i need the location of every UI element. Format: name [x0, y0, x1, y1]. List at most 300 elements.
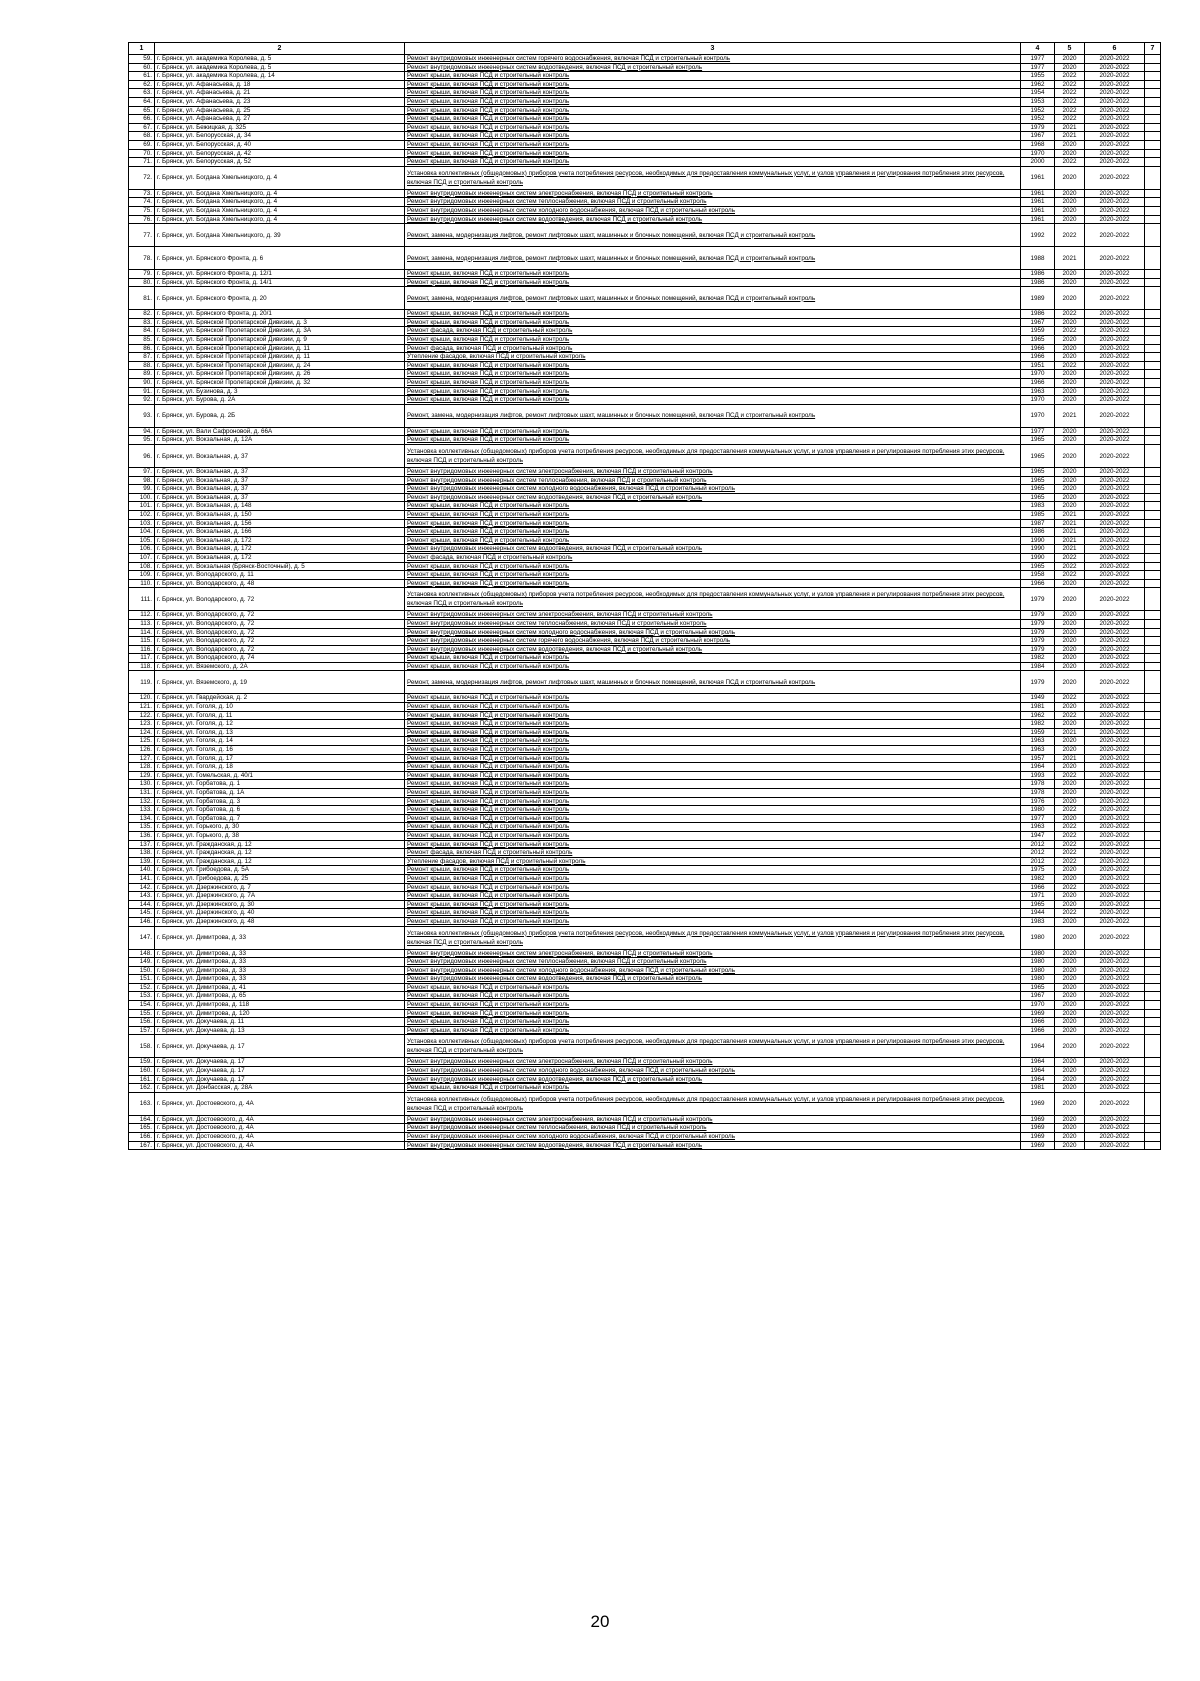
plan-year-cell: 2020	[1055, 814, 1085, 823]
table-row	[129, 857, 1161, 866]
work-type-cell: Ремонт внутридомовых инженерных систем холодного водоснабжения, включая ПСД и строительный контроль	[405, 206, 1021, 215]
row-number: 106.	[129, 545, 155, 554]
work-type-cell: Ремонт внутридомовых инженерных систем горячего водоснабжения, включая ПСД и строительный контроль	[405, 637, 1021, 646]
work-type-cell: Ремонт, замена, модернизация лифтов, ремонт лифтовых шахт, машинных и блочных помещений, включая ПСД и строительный контроль	[405, 224, 1021, 247]
table-row	[129, 571, 1161, 580]
note-cell	[1145, 140, 1161, 149]
plan-year-cell: 2020	[1055, 720, 1085, 729]
work-type-cell: Ремонт крыши, включая ПСД и строительный контроль	[405, 270, 1021, 279]
work-type-cell: Ремонт крыши, включая ПСД и строительный контроль	[405, 728, 1021, 737]
build-year-cell: 1969	[1021, 1133, 1055, 1142]
work-type-cell: Ремонт крыши, включая ПСД и строительный контроль	[405, 387, 1021, 396]
table-row	[129, 892, 1161, 901]
note-cell	[1145, 728, 1161, 737]
plan-year-cell: 2020	[1055, 671, 1085, 694]
work-type-cell: Ремонт внутридомовых инженерных систем водоотведения, включая ПСД и строительный контроль	[405, 63, 1021, 72]
note-cell	[1145, 1092, 1161, 1115]
work-type-cell: Ремонт крыши, включая ПСД и строительный контроль	[405, 883, 1021, 892]
note-cell	[1145, 528, 1161, 537]
address-cell: г. Брянск, ул. Белорусская, д. 42	[155, 149, 405, 158]
build-year-cell: 1963	[1021, 737, 1055, 746]
plan-year-cell: 2020	[1055, 637, 1085, 646]
period-cell: 2020-2022	[1085, 645, 1145, 654]
build-year-cell: 1979	[1021, 588, 1055, 611]
plan-year-cell: 2022	[1055, 72, 1085, 81]
address-cell: г. Брянск, ул. Брянского Фронта, д. 6	[155, 247, 405, 270]
row-number: 100.	[129, 493, 155, 502]
table-row	[129, 780, 1161, 789]
build-year-cell: 1966	[1021, 579, 1055, 588]
row-number: 130.	[129, 780, 155, 789]
table-row	[129, 958, 1161, 967]
table-row	[129, 1001, 1161, 1010]
plan-year-cell: 2020	[1055, 198, 1085, 207]
table-row	[129, 55, 1161, 64]
address-cell: г. Брянск, ул. Брянской Пролетарской Дивизии, д. 32	[155, 379, 405, 388]
work-type-cell: Ремонт крыши, включая ПСД и строительный контроль	[405, 361, 1021, 370]
build-year-cell: 1967	[1021, 132, 1055, 141]
period-cell: 2020-2022	[1085, 158, 1145, 167]
note-cell	[1145, 476, 1161, 485]
address-cell: г. Брянск, ул. Вокзальная, д. 172	[155, 553, 405, 562]
period-cell: 2020-2022	[1085, 166, 1145, 189]
row-number: 96.	[129, 445, 155, 468]
row-number: 111.	[129, 588, 155, 611]
note-cell	[1145, 132, 1161, 141]
table-row	[129, 628, 1161, 637]
period-cell: 2020-2022	[1085, 123, 1145, 132]
address-cell: г. Брянск, ул. Докучаева, д. 17	[155, 1075, 405, 1084]
address-cell: г. Брянск, ул. Вокзальная, д. 166	[155, 528, 405, 537]
note-cell	[1145, 849, 1161, 858]
work-type-cell: Ремонт крыши, включая ПСД и строительный контроль	[405, 737, 1021, 746]
build-year-cell: 1964	[1021, 1075, 1055, 1084]
period-cell: 2020-2022	[1085, 789, 1145, 798]
col-header-3: 3	[405, 43, 1021, 55]
plan-year-cell: 2020	[1055, 485, 1085, 494]
table-row	[129, 883, 1161, 892]
address-cell: г. Брянск, ул. Грибоедова, д. 25	[155, 874, 405, 883]
work-type-cell: Ремонт крыши, включая ПСД и строительный контроль	[405, 806, 1021, 815]
row-number: 95.	[129, 436, 155, 445]
build-year-cell: 1988	[1021, 247, 1055, 270]
work-type-cell: Ремонт крыши, включая ПСД и строительный контроль	[405, 789, 1021, 798]
note-cell	[1145, 396, 1161, 405]
address-cell: г. Брянск, ул. Докучаева, д. 13	[155, 1026, 405, 1035]
address-cell: г. Брянск, ул. Афанасьева, д. 23	[155, 97, 405, 106]
work-type-cell: Ремонт крыши, включая ПСД и строительный контроль	[405, 336, 1021, 345]
plan-year-cell: 2022	[1055, 849, 1085, 858]
work-type-cell: Ремонт крыши, включая ПСД и строительный контроль	[405, 149, 1021, 158]
table-row	[129, 370, 1161, 379]
period-cell: 2020-2022	[1085, 900, 1145, 909]
plan-year-cell: 2020	[1055, 1018, 1085, 1027]
note-cell	[1145, 883, 1161, 892]
build-year-cell: 1970	[1021, 1001, 1055, 1010]
work-type-cell: Утепление фасадов, включая ПСД и строительный контроль	[405, 857, 1021, 866]
note-cell	[1145, 536, 1161, 545]
period-cell: 2020-2022	[1085, 206, 1145, 215]
table-row	[129, 579, 1161, 588]
plan-year-cell: 2020	[1055, 396, 1085, 405]
address-cell: г. Брянск, ул. Докучаева, д. 17	[155, 1035, 405, 1058]
address-cell: г. Брянск, ул. Богдана Хмельницкого, д. 4	[155, 206, 405, 215]
table-row	[129, 502, 1161, 511]
period-cell: 2020-2022	[1085, 671, 1145, 694]
period-cell: 2020-2022	[1085, 662, 1145, 671]
period-cell: 2020-2022	[1085, 926, 1145, 949]
address-cell: г. Брянск, ул. Вокзальная, д. 37	[155, 445, 405, 468]
work-type-cell: Установка коллективных (общедомовых) приборов учета потребления ресурсов, необходимых для предоставления коммунальных услуг, и узлов управления и регулирования потребления этих ресурсов, включая ПСД и строительный контроль	[405, 926, 1021, 949]
table-row	[129, 588, 1161, 611]
note-cell	[1145, 72, 1161, 81]
row-number: 142.	[129, 883, 155, 892]
build-year-cell: 1970	[1021, 396, 1055, 405]
row-number: 113.	[129, 619, 155, 628]
note-cell	[1145, 1009, 1161, 1018]
row-number: 105.	[129, 536, 155, 545]
header-row	[129, 43, 1161, 55]
work-type-cell: Ремонт крыши, включая ПСД и строительный контроль	[405, 992, 1021, 1001]
plan-year-cell: 2020	[1055, 588, 1085, 611]
build-year-cell: 1969	[1021, 1124, 1055, 1133]
build-year-cell: 1966	[1021, 379, 1055, 388]
period-cell: 2020-2022	[1085, 909, 1145, 918]
table-row	[129, 63, 1161, 72]
note-cell	[1145, 562, 1161, 571]
table-row	[129, 806, 1161, 815]
note-cell	[1145, 771, 1161, 780]
plan-year-cell: 2020	[1055, 1058, 1085, 1067]
table-row	[129, 404, 1161, 427]
table-row	[129, 436, 1161, 445]
note-cell	[1145, 55, 1161, 64]
table-row	[129, 1009, 1161, 1018]
note-cell	[1145, 278, 1161, 287]
table-row	[129, 344, 1161, 353]
note-cell	[1145, 892, 1161, 901]
period-cell: 2020-2022	[1085, 445, 1145, 468]
row-number: 64.	[129, 97, 155, 106]
plan-year-cell: 2022	[1055, 806, 1085, 815]
note-cell	[1145, 436, 1161, 445]
row-number: 68.	[129, 132, 155, 141]
address-cell: г. Брянск, ул. Володарского, д. 72	[155, 619, 405, 628]
table-row	[129, 1141, 1161, 1150]
note-cell	[1145, 1124, 1161, 1133]
work-type-cell: Ремонт фасада, включая ПСД и строительный контроль	[405, 344, 1021, 353]
address-cell: г. Брянск, ул. Достоевского, д. 4А	[155, 1092, 405, 1115]
plan-year-cell: 2020	[1055, 628, 1085, 637]
build-year-cell: 1965	[1021, 485, 1055, 494]
row-number: 77.	[129, 224, 155, 247]
address-cell: г. Брянск, ул. Димитрова, д. 120	[155, 1009, 405, 1018]
note-cell	[1145, 992, 1161, 1001]
table-row	[129, 287, 1161, 310]
build-year-cell: 1964	[1021, 1058, 1055, 1067]
build-year-cell: 1953	[1021, 97, 1055, 106]
row-number: 83.	[129, 318, 155, 327]
plan-year-cell: 2021	[1055, 404, 1085, 427]
address-cell: г. Брянск, ул. Вокзальная, д. 37	[155, 468, 405, 477]
row-number: 160.	[129, 1067, 155, 1076]
plan-year-cell: 2020	[1055, 476, 1085, 485]
build-year-cell: 1980	[1021, 975, 1055, 984]
table-row	[129, 637, 1161, 646]
build-year-cell: 1949	[1021, 694, 1055, 703]
build-year-cell: 1975	[1021, 866, 1055, 875]
plan-year-cell: 2021	[1055, 519, 1085, 528]
work-type-cell: Ремонт крыши, включая ПСД и строительный контроль	[405, 318, 1021, 327]
build-year-cell: 1980	[1021, 958, 1055, 967]
note-cell	[1145, 588, 1161, 611]
build-year-cell: 1977	[1021, 427, 1055, 436]
work-type-cell: Ремонт крыши, включая ПСД и строительный контроль	[405, 519, 1021, 528]
work-type-cell: Ремонт крыши, включая ПСД и строительный контроль	[405, 874, 1021, 883]
plan-year-cell: 2020	[1055, 763, 1085, 772]
plan-year-cell: 2021	[1055, 123, 1085, 132]
period-cell: 2020-2022	[1085, 545, 1145, 554]
note-cell	[1145, 553, 1161, 562]
work-type-cell: Ремонт крыши, включая ПСД и строительный контроль	[405, 427, 1021, 436]
address-cell: г. Брянск, ул. Брянского Фронта, д. 14/1	[155, 278, 405, 287]
table-row	[129, 80, 1161, 89]
row-number: 112.	[129, 611, 155, 620]
note-cell	[1145, 493, 1161, 502]
build-year-cell: 1969	[1021, 1009, 1055, 1018]
period-cell: 2020-2022	[1085, 278, 1145, 287]
build-year-cell: 1961	[1021, 215, 1055, 224]
row-number: 144.	[129, 900, 155, 909]
note-cell	[1145, 619, 1161, 628]
row-number: 78.	[129, 247, 155, 270]
plan-year-cell: 2020	[1055, 1001, 1085, 1010]
work-type-cell: Ремонт внутридомовых инженерных систем теплоснабжения, включая ПСД и строительный контроль	[405, 1124, 1021, 1133]
note-cell	[1145, 966, 1161, 975]
work-type-cell: Ремонт крыши, включая ПСД и строительный контроль	[405, 396, 1021, 405]
plan-year-cell: 2020	[1055, 892, 1085, 901]
plan-year-cell: 2022	[1055, 562, 1085, 571]
work-type-cell: Ремонт, замена, модернизация лифтов, ремонт лифтовых шахт, машинных и блочных помещений, включая ПСД и строительный контроль	[405, 287, 1021, 310]
build-year-cell: 1969	[1021, 1115, 1055, 1124]
build-year-cell: 1977	[1021, 63, 1055, 72]
table-row	[129, 158, 1161, 167]
row-number: 72.	[129, 166, 155, 189]
address-cell: г. Брянск, ул. Вокзальная, д. 12А	[155, 436, 405, 445]
address-cell: г. Брянск, ул. Димитрова, д. 33	[155, 966, 405, 975]
build-year-cell: 1986	[1021, 270, 1055, 279]
work-type-cell: Ремонт крыши, включая ПСД и строительный контроль	[405, 1009, 1021, 1018]
address-cell: г. Брянск, ул. Достоевского, д. 4А	[155, 1141, 405, 1150]
note-cell	[1145, 949, 1161, 958]
plan-year-cell: 2020	[1055, 318, 1085, 327]
table-row	[129, 353, 1161, 362]
work-type-cell: Ремонт фасада, включая ПСД и строительный контроль	[405, 849, 1021, 858]
note-cell	[1145, 149, 1161, 158]
build-year-cell: 1981	[1021, 1084, 1055, 1093]
build-year-cell: 1976	[1021, 797, 1055, 806]
note-cell	[1145, 270, 1161, 279]
row-number: 61.	[129, 72, 155, 81]
address-cell: г. Брянск, ул. Брянской Пролетарской Дивизии, д. 3	[155, 318, 405, 327]
work-type-cell: Ремонт крыши, включая ПСД и строительный контроль	[405, 571, 1021, 580]
period-cell: 2020-2022	[1085, 1009, 1145, 1018]
period-cell: 2020-2022	[1085, 89, 1145, 98]
row-number: 162.	[129, 1084, 155, 1093]
period-cell: 2020-2022	[1085, 874, 1145, 883]
address-cell: г. Брянск, ул. Димитрова, д. 118	[155, 1001, 405, 1010]
plan-year-cell: 2020	[1055, 55, 1085, 64]
table-row	[129, 206, 1161, 215]
col-header-6: 6	[1085, 43, 1145, 55]
table-row	[129, 619, 1161, 628]
work-type-cell: Ремонт крыши, включая ПСД и строительный контроль	[405, 158, 1021, 167]
plan-year-cell: 2022	[1055, 224, 1085, 247]
period-cell: 2020-2022	[1085, 80, 1145, 89]
note-cell	[1145, 427, 1161, 436]
note-cell	[1145, 1001, 1161, 1010]
plan-year-cell: 2020	[1055, 780, 1085, 789]
build-year-cell: 1947	[1021, 831, 1055, 840]
table-row	[129, 728, 1161, 737]
work-type-cell: Ремонт крыши, включая ПСД и строительный контроль	[405, 917, 1021, 926]
table-row	[129, 992, 1161, 1001]
work-type-cell: Ремонт внутридомовых инженерных систем водоотведения, включая ПСД и строительный контроль	[405, 545, 1021, 554]
note-cell	[1145, 206, 1161, 215]
work-type-cell: Ремонт крыши, включая ПСД и строительный контроль	[405, 370, 1021, 379]
row-number: 110.	[129, 579, 155, 588]
plan-year-cell: 2020	[1055, 278, 1085, 287]
col-header-5: 5	[1055, 43, 1085, 55]
address-cell: г. Брянск, ул. Брянской Пролетарской Дивизии, д. 9	[155, 336, 405, 345]
note-cell	[1145, 1133, 1161, 1142]
note-cell	[1145, 404, 1161, 427]
build-year-cell: 1982	[1021, 654, 1055, 663]
period-cell: 2020-2022	[1085, 763, 1145, 772]
address-cell: г. Брянск, ул. Брянской Пролетарской Дивизии, д. 24	[155, 361, 405, 370]
row-number: 159.	[129, 1058, 155, 1067]
address-cell: г. Брянск, ул. Богдана Хмельницкого, д. 4	[155, 215, 405, 224]
row-number: 141.	[129, 874, 155, 883]
plan-year-cell: 2020	[1055, 645, 1085, 654]
address-cell: г. Брянск, ул. Вокзальная, д. 37	[155, 493, 405, 502]
period-cell: 2020-2022	[1085, 1035, 1145, 1058]
row-number: 60.	[129, 63, 155, 72]
period-cell: 2020-2022	[1085, 892, 1145, 901]
plan-year-cell: 2021	[1055, 536, 1085, 545]
note-cell	[1145, 468, 1161, 477]
table-row	[129, 97, 1161, 106]
work-type-cell: Ремонт крыши, включая ПСД и строительный контроль	[405, 654, 1021, 663]
table-row	[129, 654, 1161, 663]
period-cell: 2020-2022	[1085, 270, 1145, 279]
build-year-cell: 1984	[1021, 662, 1055, 671]
address-cell: г. Брянск, ул. Володарского, д. 72	[155, 628, 405, 637]
row-number: 149.	[129, 958, 155, 967]
row-number: 119.	[129, 671, 155, 694]
build-year-cell: 1969	[1021, 1141, 1055, 1150]
address-cell: г. Брянск, ул. Белорусская, д. 34	[155, 132, 405, 141]
work-type-cell: Установка коллективных (общедомовых) приборов учета потребления ресурсов, необходимых для предоставления коммунальных услуг, и узлов управления и регулирования потребления этих ресурсов, включая ПСД и строительный контроль	[405, 445, 1021, 468]
period-cell: 2020-2022	[1085, 553, 1145, 562]
note-cell	[1145, 831, 1161, 840]
work-type-cell: Ремонт крыши, включая ПСД и строительный контроль	[405, 106, 1021, 115]
table-row	[129, 831, 1161, 840]
address-cell: г. Брянск, ул. Вокзальная, д. 156	[155, 519, 405, 528]
period-cell: 2020-2022	[1085, 476, 1145, 485]
row-number: 117.	[129, 654, 155, 663]
address-cell: г. Брянск, ул. Димитрова, д. 33	[155, 958, 405, 967]
period-cell: 2020-2022	[1085, 215, 1145, 224]
period-cell: 2020-2022	[1085, 63, 1145, 72]
note-cell	[1145, 97, 1161, 106]
table-row	[129, 737, 1161, 746]
table-row	[129, 917, 1161, 926]
period-cell: 2020-2022	[1085, 1001, 1145, 1010]
address-cell: г. Брянск, ул. Димитрова, д. 33	[155, 926, 405, 949]
note-cell	[1145, 637, 1161, 646]
build-year-cell: 1968	[1021, 140, 1055, 149]
note-cell	[1145, 1084, 1161, 1093]
period-cell: 2020-2022	[1085, 806, 1145, 815]
build-year-cell: 1966	[1021, 883, 1055, 892]
plan-year-cell: 2020	[1055, 662, 1085, 671]
plan-year-cell: 2020	[1055, 63, 1085, 72]
address-cell: г. Брянск, ул. Вокзальная (Брянск-Восточный), д. 5	[155, 562, 405, 571]
row-number: 158.	[129, 1035, 155, 1058]
plan-year-cell: 2022	[1055, 831, 1085, 840]
table-row	[129, 485, 1161, 494]
row-number: 120.	[129, 694, 155, 703]
row-number: 63.	[129, 89, 155, 98]
row-number: 116.	[129, 645, 155, 654]
note-cell	[1145, 336, 1161, 345]
row-number: 143.	[129, 892, 155, 901]
work-type-cell: Ремонт крыши, включая ПСД и строительный контроль	[405, 72, 1021, 81]
work-type-cell: Ремонт крыши, включая ПСД и строительный контроль	[405, 814, 1021, 823]
work-type-cell: Ремонт внутридомовых инженерных систем холодного водоснабжения, включая ПСД и строительный контроль	[405, 628, 1021, 637]
table-row	[129, 545, 1161, 554]
address-cell: г. Брянск, ул. Димитрова, д. 41	[155, 983, 405, 992]
note-cell	[1145, 123, 1161, 132]
address-cell: г. Брянск, ул. Богдана Хмельницкого, д. 4	[155, 198, 405, 207]
address-cell: г. Брянск, ул. Гомельская, д. 40/1	[155, 771, 405, 780]
address-cell: г. Брянск, ул. Донбасская, д. 28А	[155, 1084, 405, 1093]
plan-year-cell: 2020	[1055, 149, 1085, 158]
address-cell: г. Брянск, ул. Брянского Фронта, д. 20	[155, 287, 405, 310]
note-cell	[1145, 926, 1161, 949]
work-type-cell: Ремонт крыши, включая ПСД и строительный контроль	[405, 123, 1021, 132]
address-cell: г. Брянск, ул. Вокзальная, д. 148	[155, 502, 405, 511]
work-type-cell: Ремонт крыши, включая ПСД и строительный контроль	[405, 278, 1021, 287]
build-year-cell: 1965	[1021, 493, 1055, 502]
period-cell: 2020-2022	[1085, 1124, 1145, 1133]
build-year-cell: 2000	[1021, 158, 1055, 167]
table-row	[129, 703, 1161, 712]
work-type-cell: Ремонт крыши, включая ПСД и строительный контроль	[405, 900, 1021, 909]
plan-year-cell: 2021	[1055, 132, 1085, 141]
address-cell: г. Брянск, ул. Вяземского, д. 19	[155, 671, 405, 694]
address-cell: г. Брянск, ул. Дзержинского, д. 30	[155, 900, 405, 909]
period-cell: 2020-2022	[1085, 536, 1145, 545]
address-cell: г. Брянск, ул. Богдана Хмельницкого, д. 4	[155, 189, 405, 198]
address-cell: г. Брянск, ул. Докучаева, д. 11	[155, 1018, 405, 1027]
table-row	[129, 1115, 1161, 1124]
build-year-cell: 1965	[1021, 562, 1055, 571]
table-row	[129, 1018, 1161, 1027]
row-number: 88.	[129, 361, 155, 370]
table-row	[129, 797, 1161, 806]
